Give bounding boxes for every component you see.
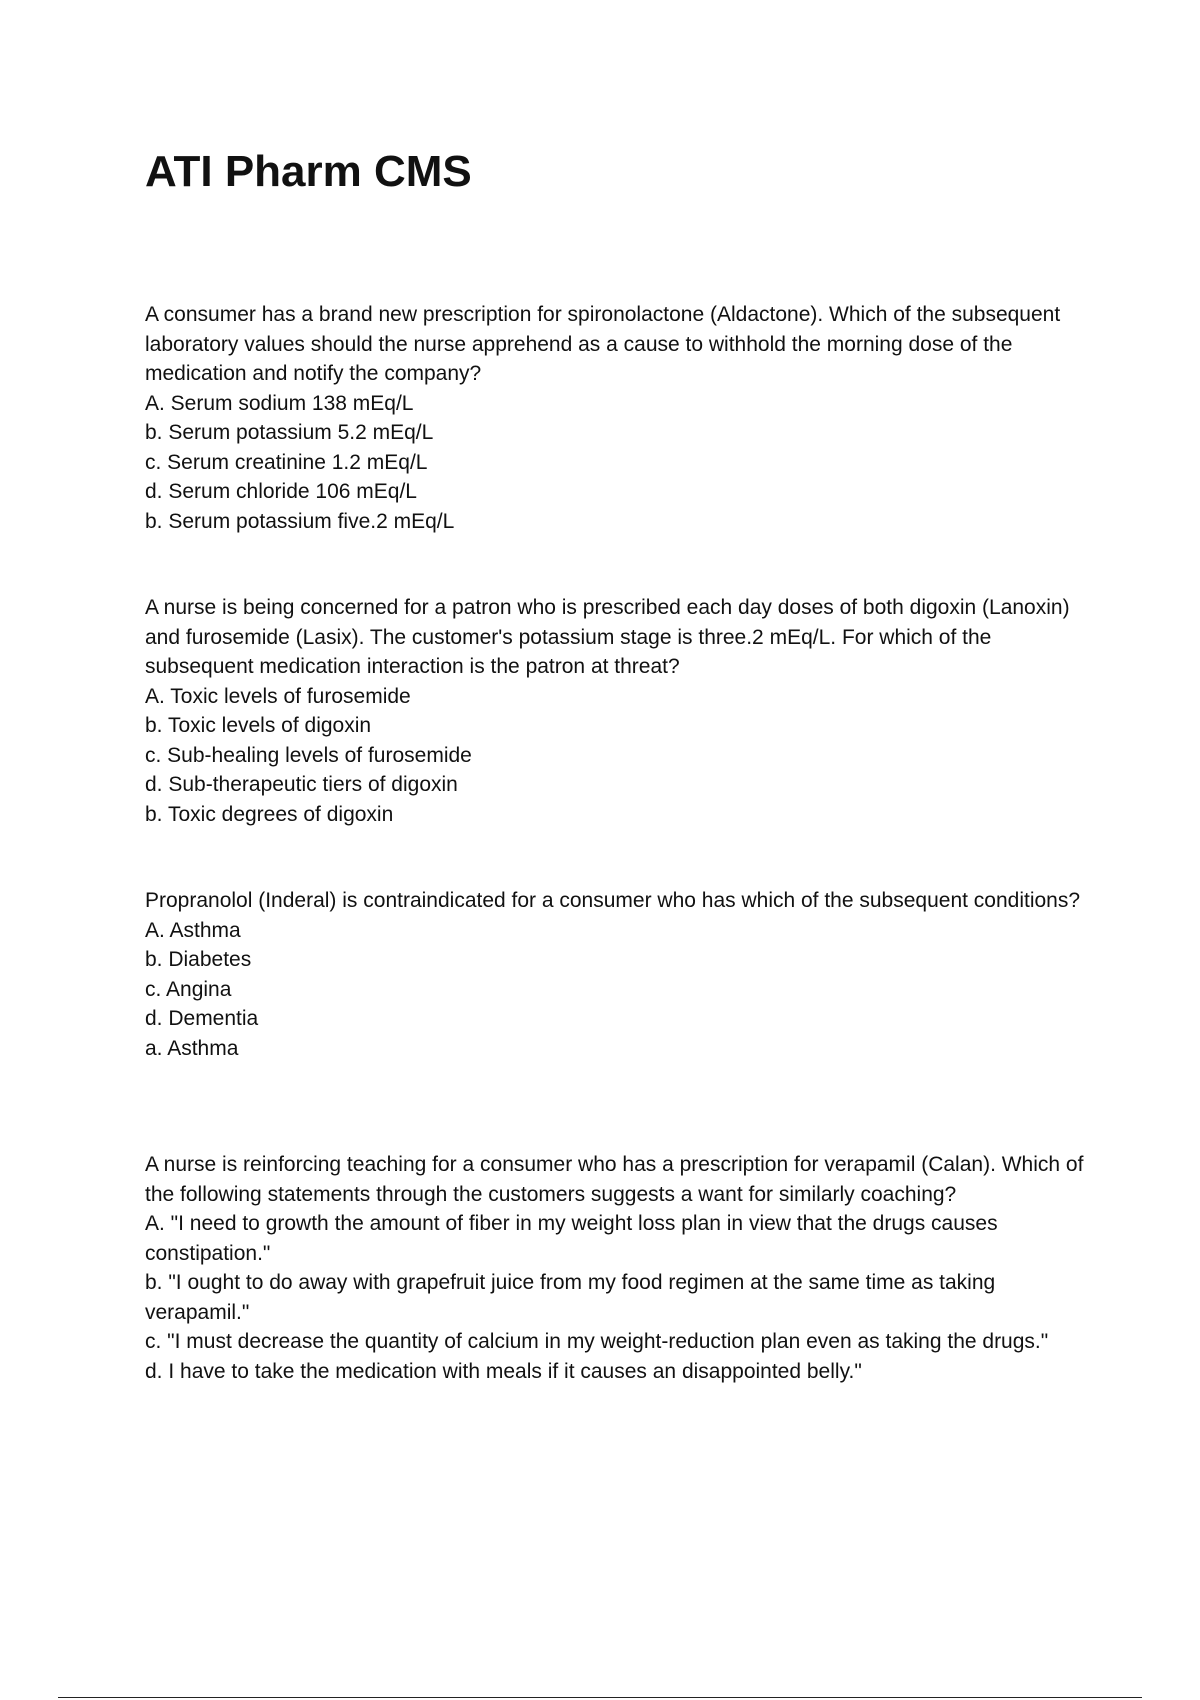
question-block: [145, 1150, 1090, 1386]
answer-option: d. Serum chloride 106 mEq/L: [145, 480, 417, 503]
answer-option: c. Serum creatinine 1.2 mEq/L: [145, 450, 428, 474]
question-text: A nurse is reinforcing teaching for a consumer who has a prescription for verapamil (Calan). Which of the following statements through the customers suggests a want for similarly coaching?: [145, 1153, 1084, 1206]
answer-option: d. Dementia: [145, 1007, 259, 1030]
answer-option: A. Asthma: [145, 918, 241, 942]
answer-option: d. Sub-therapeutic tiers of digoxin: [145, 773, 458, 796]
answer-option: A. Toxic levels of furosemide: [145, 684, 411, 708]
answer-key: a. Asthma: [145, 1036, 239, 1060]
question-text: A consumer has a brand new prescription for spironolactone (Aldactone). Which of the subsequent laboratory values should the nurse apprehend as a cause to withhold the morning dose of the medication and notify the company?: [145, 303, 1061, 385]
answer-option: A. "I need to growth the amount of fiber in my weight loss plan in view that the drugs causes constipation.": [145, 1212, 998, 1265]
answer-option: b. Toxic levels of digoxin: [145, 714, 372, 737]
answer-option: c. Angina: [145, 977, 232, 1001]
question-text: A nurse is being concerned for a patron who is prescribed each day doses of both digoxin (Lanoxin) and furosemide (Lasix). The customer's potassium stage is three.2 mEq/L. For which of the subsequent medication interaction is the patron at threat?: [145, 596, 1070, 678]
document-title: ATI Pharm CMS: [145, 147, 472, 196]
answer-key: b. Serum potassium five.2 mEq/L: [145, 509, 455, 533]
question-block: [145, 886, 1090, 1063]
answer-key: b. Toxic degrees of digoxin: [145, 802, 394, 826]
answer-option: b. Diabetes: [145, 948, 252, 971]
answer-option: c. "I must decrease the quantity of calcium in my weight-reduction plan even as taking the drugs.": [145, 1330, 1049, 1353]
answer-option: b. "I ought to do away with grapefruit juice from my food regimen at the same time as taking verapamil.": [145, 1271, 996, 1324]
question-block: [145, 593, 1090, 829]
question-block: [145, 300, 1090, 536]
page-bottom-divider: [58, 1697, 1142, 1698]
answer-option: b. Serum potassium 5.2 mEq/L: [145, 421, 434, 444]
answer-option: c. Sub-healing levels of furosemide: [145, 743, 472, 767]
answer-option: A. Serum sodium 138 mEq/L: [145, 391, 414, 415]
answer-option: d. I have to take the medication with meals if it causes an disappointed belly.": [145, 1359, 862, 1383]
question-text: Propranolol (Inderal) is contraindicated for a consumer who has which of the subsequent conditions?: [145, 889, 1081, 912]
